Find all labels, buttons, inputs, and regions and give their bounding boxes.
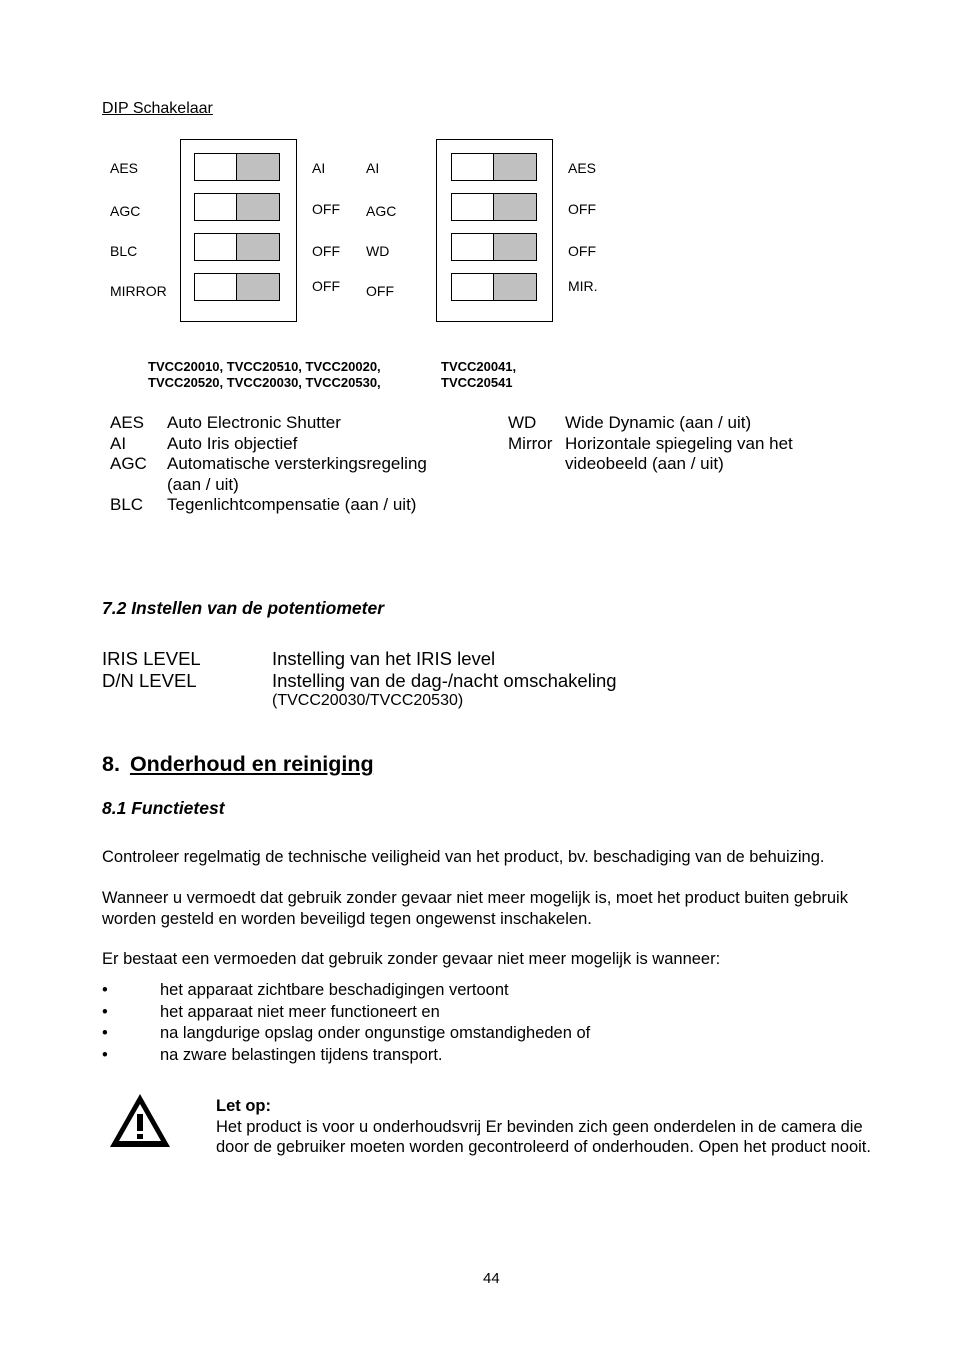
- notice-heading: Let op:: [216, 1097, 271, 1115]
- legend-row: [110, 413, 427, 434]
- models-caption-left: [148, 359, 381, 391]
- bullet-icon: •: [102, 981, 108, 999]
- dip-left-label-1: AES: [110, 160, 139, 176]
- dip-left-label-2: AGC: [110, 203, 141, 219]
- dip-left-state-2: OFF: [312, 201, 340, 217]
- dip-right-label-2: AGC: [366, 203, 397, 219]
- notice-box: [216, 1096, 896, 1158]
- dip-switch-housing-right: [436, 139, 553, 322]
- legend-desc: Auto Electronic Shutter: [167, 413, 341, 432]
- list-item: [102, 1045, 590, 1067]
- legend-abbr: [508, 454, 565, 475]
- legend-desc: Wide Dynamic (aan / uit): [565, 413, 752, 432]
- dip-left-state-3: OFF: [312, 243, 340, 259]
- models-left-line-1: TVCC20010, TVCC20510, TVCC20020,: [148, 359, 381, 374]
- section-8-heading: [102, 752, 374, 777]
- paragraph-3: Er bestaat een vermoeden dat gebruik zonder gevaar niet meer mogelijk is wanneer:: [102, 950, 721, 968]
- pot-name-iris: IRIS LEVEL: [102, 648, 201, 669]
- dip-switch-left-3: [194, 233, 280, 261]
- bullet-icon: •: [102, 1024, 108, 1043]
- legend-desc: Tegenlichtcompensatie (aan / uit): [167, 495, 417, 514]
- legend-abbr: BLC: [110, 495, 144, 514]
- pot-name-dn: D/N LEVEL: [102, 670, 197, 691]
- legend-abbr: [110, 475, 167, 496]
- legend-row: [110, 434, 427, 455]
- dip-right-label-3: WD: [366, 243, 390, 259]
- section-8-title: Onderhoud en reiniging: [129, 752, 374, 776]
- dip-right-label-1: AI: [366, 160, 380, 176]
- bullet-icon: •: [102, 1045, 108, 1064]
- dip-right-state-4: MIR.: [568, 278, 598, 294]
- models-left-line-2: TVCC20520, TVCC20030, TVCC20530,: [148, 375, 381, 390]
- list-item: [102, 980, 590, 1002]
- legend-row: [508, 434, 793, 455]
- dip-left-state-4: OFF: [312, 278, 340, 294]
- legend-table-left: [110, 413, 427, 516]
- legend-table-right: [508, 413, 793, 475]
- legend-row: [508, 454, 793, 475]
- list-item-text: het apparaat zichtbare beschadigingen vertoont: [160, 981, 509, 999]
- legend-desc: videobeeld (aan / uit): [565, 454, 724, 473]
- warning-triangle-icon: [108, 1092, 172, 1155]
- dip-left-label-4: MIRROR: [110, 283, 167, 299]
- dip-switch-left-2: [194, 193, 280, 221]
- dip-switch-housing-left: [180, 139, 297, 322]
- bullet-icon: •: [102, 1002, 108, 1021]
- dip-right-label-4: OFF: [366, 283, 394, 299]
- page-number: 44: [483, 1270, 500, 1287]
- list-item: [102, 1002, 590, 1024]
- dip-right-state-1: AES: [568, 160, 597, 176]
- pot-desc-iris: Instelling van het IRIS level: [272, 648, 496, 669]
- condition-list: [102, 980, 590, 1066]
- pot-model-note: (TVCC20030/TVCC20530): [272, 692, 464, 709]
- list-item-text: na langdurige opslag onder ongunstige omstandigheden of: [160, 1024, 591, 1043]
- section-7-2-heading: 7.2 Instellen van de potentiometer: [102, 598, 385, 618]
- dip-switch-right-3: [451, 233, 537, 261]
- legend-row: [508, 413, 793, 434]
- dip-switch-left-1: [194, 153, 280, 181]
- models-right-line-1: TVCC20041,: [441, 359, 517, 374]
- dip-title: DIP Schakelaar: [102, 100, 213, 117]
- section-8-1-heading: 8.1 Functietest: [102, 798, 225, 818]
- legend-row: [110, 454, 427, 475]
- legend-desc: (aan / uit): [167, 474, 239, 494]
- dip-switch-right-4: [451, 273, 537, 301]
- legend-desc: Horizontale spiegeling van het: [565, 433, 793, 453]
- dip-right-state-2: OFF: [568, 201, 596, 217]
- legend-desc: Auto Iris objectief: [167, 433, 298, 453]
- legend-abbr: WD: [508, 413, 537, 432]
- list-item-text: het apparaat niet meer functioneert en: [160, 1002, 440, 1021]
- section-8-number: 8.: [102, 752, 120, 776]
- legend-abbr: AGC: [110, 454, 147, 473]
- notice-text: Het product is voor u onderhoudsvrij Er bevinden zich geen onderdelen in de camera die door de gebruiker moeten worden gecontroleerd of onderhouden. Open het product nooit.: [216, 1117, 871, 1156]
- dip-switch-right-2: [451, 193, 537, 221]
- dip-left-label-3: BLC: [110, 243, 138, 259]
- legend-abbr: AI: [110, 433, 127, 453]
- pot-desc-dn: Instelling van de dag-/nacht omschakeling: [272, 670, 617, 691]
- list-item-text: na zware belastingen tijdens transport.: [160, 1045, 443, 1064]
- legend-abbr: Mirror: [508, 433, 553, 453]
- legend-row: [110, 475, 427, 496]
- legend-desc: Automatische versterkingsregeling: [167, 454, 427, 473]
- dip-right-state-3: OFF: [568, 243, 596, 259]
- paragraph-1: Controleer regelmatig de technische veiligheid van het product, bv. beschadiging van de behuizing.: [102, 848, 825, 866]
- legend-abbr: AES: [110, 413, 145, 432]
- paragraph-2: Wanneer u vermoedt dat gebruik zonder gevaar niet meer mogelijk is, moet het product buiten gebruik worden gesteld en worden beveiligd tegen ongewenst inschakelen.: [102, 889, 848, 928]
- dip-switch-left-4: [194, 273, 280, 301]
- legend-row: [110, 495, 427, 516]
- dip-switch-right-1: [451, 153, 537, 181]
- dip-left-state-1: AI: [312, 160, 326, 176]
- models-right-line-2: TVCC20541: [441, 375, 513, 390]
- models-caption-right: [441, 359, 516, 391]
- list-item: [102, 1023, 590, 1045]
